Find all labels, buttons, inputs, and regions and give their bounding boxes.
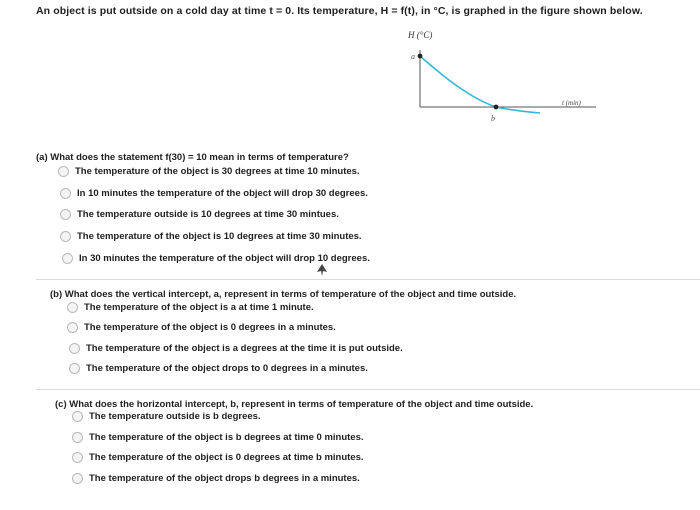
option-c-1[interactable] [72,411,261,422]
option-c-3[interactable] [72,452,364,463]
divider [36,389,700,390]
x-intercept-point [494,105,499,110]
option-label: The temperature outside is 10 degrees at time 30 mintues. [77,209,339,220]
radio-button[interactable] [67,302,78,313]
option-label: The temperature of the object is 10 degrees at time 30 minutes. [77,231,362,242]
option-c-4[interactable] [72,473,360,484]
radio-button[interactable] [60,209,71,220]
radio-button[interactable] [67,322,78,333]
temperature-curve [420,56,540,113]
option-a-3[interactable] [60,209,339,220]
option-label: The temperature of the object is 0 degrees at time b minutes. [89,452,364,463]
y-axis-label: H (°C) [408,30,433,40]
option-label: The temperature of the object drops to 0 degrees in a minutes. [86,363,368,374]
x-axis-label: t (min) [562,99,581,107]
option-label: The temperature of the object is a at time 1 minute. [84,302,314,313]
radio-button[interactable] [72,432,83,443]
option-label: The temperature of the object drops b degrees in a minutes. [89,473,360,484]
radio-button[interactable] [58,166,69,177]
divider [36,279,700,280]
option-label: In 10 minutes the temperature of the object will drop 30 degrees. [77,188,368,199]
option-a-2[interactable] [60,188,368,199]
y-intercept-label: a [411,52,415,61]
radio-button[interactable] [60,231,71,242]
option-b-4[interactable] [69,363,368,374]
option-c-2[interactable] [72,432,364,443]
option-a-4[interactable] [60,231,362,242]
option-b-1[interactable] [67,302,314,313]
option-label: The temperature of the object is b degrees at time 0 minutes. [89,432,364,443]
option-a-1[interactable] [58,166,360,177]
question-a: (a) What does the statement f(30) = 10 mean in terms of temperature? [36,152,349,163]
option-label: The temperature of the object is 0 degrees in a minutes. [84,322,336,333]
x-intercept-label: b [491,114,495,123]
option-b-2[interactable] [67,322,336,333]
option-a-5[interactable] [62,253,370,264]
option-label: The temperature of the object is a degrees at the time it is put outside. [86,343,403,354]
problem-statement: An object is put outside on a cold day at time t = 0. Its temperature, H = f(t), in °C, is graphed in the figure shown below. [36,5,643,17]
option-label: The temperature outside is b degrees. [89,411,261,422]
option-label: The temperature of the object is 30 degrees at time 10 minutes. [75,166,360,177]
radio-button[interactable] [69,363,80,374]
radio-button[interactable] [72,452,83,463]
y-intercept-point [418,54,423,59]
temperature-graph [400,28,600,128]
radio-button[interactable] [62,253,73,264]
option-label: In 30 minutes the temperature of the object will drop 10 degrees. [79,253,370,264]
option-b-3[interactable] [69,343,403,354]
question-b: (b) What does the vertical intercept, a, represent in terms of temperature of the object and time outside. [50,289,517,300]
radio-button[interactable] [72,473,83,484]
radio-button[interactable] [72,411,83,422]
radio-button[interactable] [69,343,80,354]
question-c: (c) What does the horizontal intercept, b, represent in terms of temperature of the object and time outside. [55,399,534,410]
radio-button[interactable] [60,188,71,199]
mouse-pointer-icon [317,264,327,276]
